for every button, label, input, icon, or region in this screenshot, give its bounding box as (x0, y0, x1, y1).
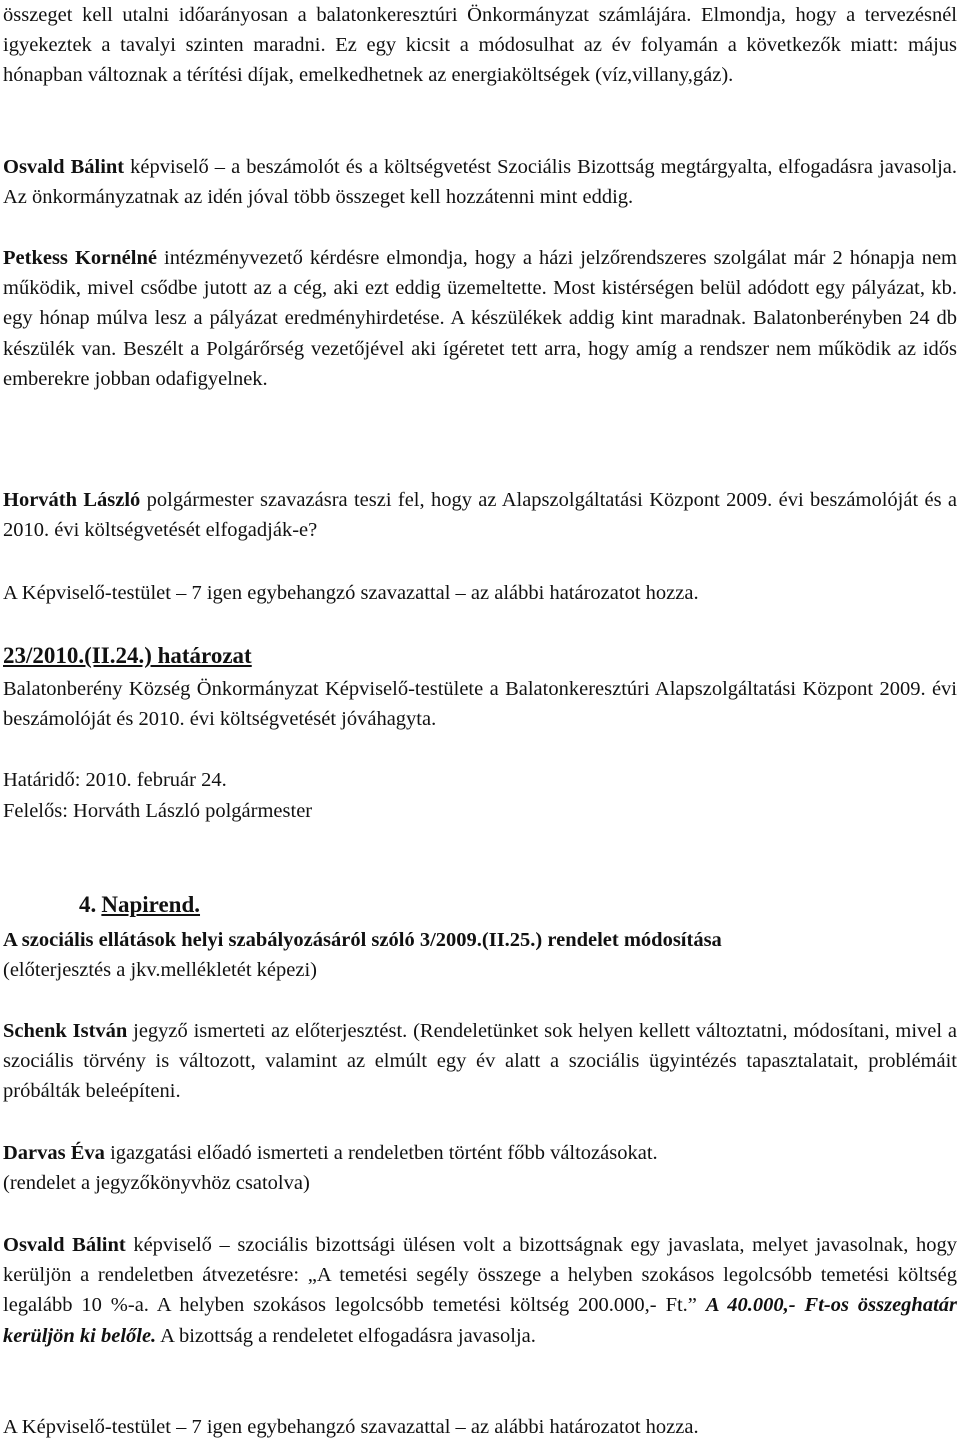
ordinance-note: (rendelet a jegyzőkönyvhöz csatolva) (3, 1172, 310, 1194)
paragraph-petkess-kornelne (3, 243, 957, 394)
resolution-responsible: Felelős: Horváth László polgármester (3, 800, 313, 822)
speaker-name: Osvald Bálint (3, 156, 125, 178)
agenda-heading (79, 890, 879, 921)
agenda-title: A szociális ellátások helyi szabályozásáról szóló 3/2009.(II.25.) rendelet módosítása (3, 929, 722, 951)
speaker-name: Osvald Bálint (3, 1234, 126, 1256)
speaker-text: jegyző ismerteti az előterjesztést. (Rendeletünket sok helyen kellett változtatni, módosítani, mivel a szociális törvény is változott, valamint az elmúlt egy év alatt a szociális ügyintézés tapasztalatait, problémáit próbálták beleépíteni. (3, 1020, 957, 1103)
speaker-text: intézményvezető kérdésre elmondja, hogy a házi jelzőrendszeres szolgálat már 2 hónapja nem működik, mivel csődbe jutott az a cég, aki ezt eddig üzemeltette. Most kistérségen belül adódott egy pályázat, kb. egy hónap múlva lesz a pályázat eredményhirdetése. A készülékek addig kint maradnak. Balatonberényben 24 db készülék van. Beszélt a Polgárőrség vezetőjével aki ígéretet tett arra, hogy amíg a rendszer nem működik az idős emberekre jobban odafigyelnek. (3, 247, 957, 390)
speaker-text: polgármester szavazásra teszi fel, hogy az Alapszolgáltatási Központ 2009. évi beszámolóját és a 2010. évi költségvetését elfogadják-e? (3, 489, 958, 542)
paragraph-osvald-balint-1 (3, 152, 957, 212)
resolution-title: 23/2010.(II.24.) határozat (3, 643, 252, 668)
speaker-text: igazgatási előadó ismerteti a rendeletben történt főbb változásokat. (104, 1142, 658, 1164)
emphasized-proposal: A 40.000,- Ft-os összeghatár kerüljön ki belőle. (3, 1294, 957, 1347)
vote-statement-2: A Képviselő-testület – 7 igen egybehangzó szavazattal – az alábbi határozatot hozza. (3, 1416, 699, 1438)
agenda-number: 4. (79, 892, 97, 917)
vote-statement-1: A Képviselő-testület – 7 igen egybehangzó szavazattal – az alábbi határozatot hozza. (3, 582, 699, 604)
speaker-name: Darvas Éva (3, 1142, 105, 1164)
speaker-name: Schenk István (3, 1020, 128, 1042)
speaker-name: Petkess Kornélné (3, 247, 157, 269)
speaker-text-end: A bizottság a rendeletet elfogadásra javasolja. (156, 1324, 536, 1347)
agenda-label: Napirend. (101, 892, 201, 917)
paragraph-budget-intro: összeget kell utalni időarányosan a balatonkeresztúri Önkormányzat számlájára. Elmondja, hogy a tervezésnél igyekeztek a tavalyi szinten maradni. Ez egy kicsit a módosulhat az év folyamán a következők miatt: május hónapban változnak a térítési díjak, emelkedhetnek az energiaköltségek (víz,villany,gáz). (3, 4, 957, 87)
speaker-text: képviselő – a beszámolót és a költségvetést Szociális Bizottság megtárgyalta, elfogadásra javasolja. Az önkormányzatnak az idén jóval több összeget kell hozzátenni mint eddig. (3, 156, 957, 209)
resolution-body: Balatonberény Község Önkormányzat Képviselő-testülete a Balatonkeresztúri Alapszolgáltatási Központ 2009. évi beszámolóját és 2010. évi költségvetését jóváhagyta. (3, 678, 957, 731)
paragraph-horvath-laszlo (3, 485, 957, 545)
speaker-text: képviselő – szociális bizottsági ülésen volt a bizottságnak egy javaslata, melyet javasolnak, hogy kerüljön a rendeletben átvezetésre: „A temetési segély összege a helyben szokásos legolcsóbb temetési költség legalább 10 %-a. A helyben szokásos legolcsóbb temetési költség 200.000,- Ft.” (3, 1234, 957, 1317)
agenda-note: (előterjesztés a jkv.mellékletét képezi) (3, 959, 317, 981)
paragraph-darvas-eva (3, 1138, 957, 1168)
resolution-deadline: Határidő: 2010. február 24. (3, 769, 227, 791)
paragraph-schenk-istvan (3, 1016, 957, 1107)
speaker-name: Horváth László (3, 489, 141, 511)
paragraph-osvald-balint-2 (3, 1230, 957, 1351)
